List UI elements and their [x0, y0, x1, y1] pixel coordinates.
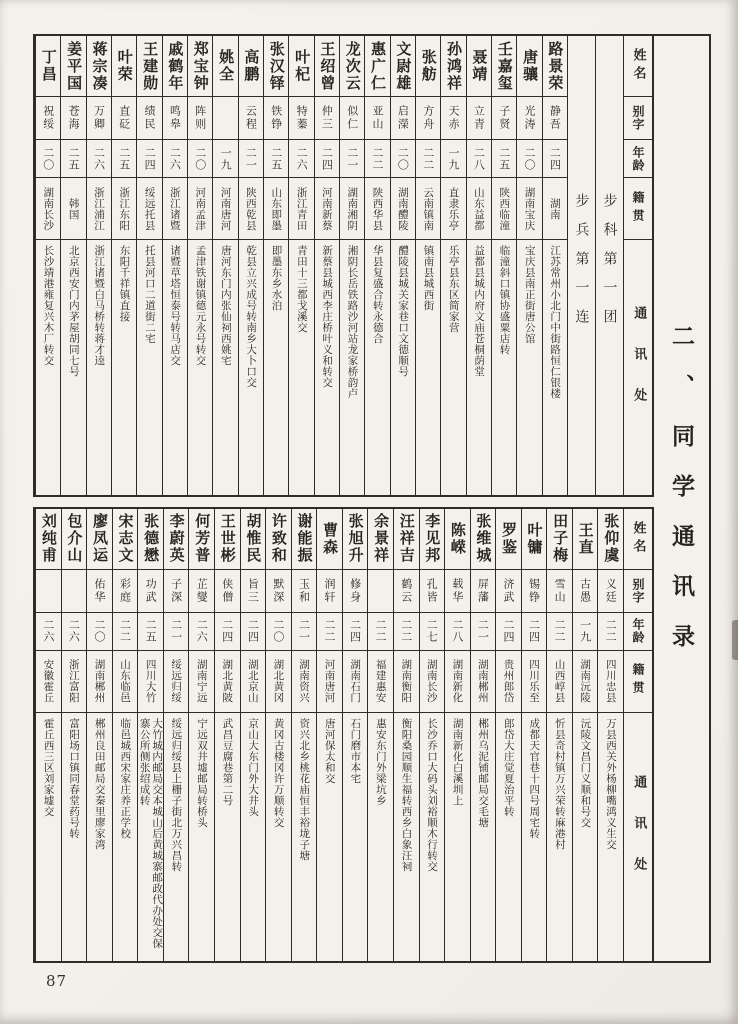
- person-name: 惠广仁: [369, 40, 388, 92]
- person-address: 郴州乌泥铺邮局交毛塘: [471, 712, 496, 961]
- person-courtesy-name: [213, 96, 237, 139]
- person-courtesy-name: 芷燮: [189, 569, 214, 612]
- person-name: 戚鹤年: [166, 40, 185, 92]
- header-native: 籍贯: [624, 177, 652, 239]
- person-column: [136, 36, 161, 495]
- person-native-place: 湖南: [543, 177, 567, 239]
- person-age: 二四: [315, 139, 339, 177]
- person-column: [163, 509, 189, 961]
- person-age: 二〇: [517, 139, 541, 177]
- person-age: 二二: [113, 612, 138, 650]
- person-native-place: 贵州郎岱: [496, 650, 521, 712]
- person-age: 二六: [189, 612, 214, 650]
- person-column: [546, 509, 572, 961]
- person-address: 衡阳桑园顺生福转西乡白象汪祠: [394, 712, 419, 961]
- person-age: 二二: [598, 612, 623, 650]
- person-native-place: 韩国: [61, 177, 85, 239]
- person-native-place: 四川乐至: [522, 650, 547, 712]
- person-native-place: 山西崞县: [547, 650, 572, 712]
- person-name: 壬嘉玺: [495, 40, 514, 92]
- person-age: 二〇: [188, 139, 212, 177]
- person-address: 石门磨市本宅: [343, 712, 368, 961]
- person-courtesy-name: 静吾: [543, 96, 567, 139]
- person-native-place: 湖南衡阳: [394, 650, 419, 712]
- person-address: 沅陵文昌门义顺和号交: [573, 712, 598, 961]
- person-age: 二八: [467, 139, 491, 177]
- person-courtesy-name: 润轩: [317, 569, 342, 612]
- person-name: 曹森: [321, 521, 340, 556]
- person-column: [111, 36, 136, 495]
- person-native-place: 陕西临潼: [492, 177, 516, 239]
- person-column: [162, 36, 187, 495]
- person-column: [415, 36, 440, 495]
- person-name: 许致和: [269, 513, 288, 565]
- person-column: [364, 36, 389, 495]
- person-address: 唐河保太和交: [317, 712, 342, 961]
- unit-label-company: 步兵第一连: [567, 36, 595, 495]
- person-courtesy-name: 直砭: [112, 96, 136, 139]
- person-address: 益都县城内府文庙苍桐荫堂: [467, 239, 491, 495]
- person-native-place: 浙江富阳: [62, 650, 87, 712]
- person-address: 万县西关外杨柳嘴鸿义生交: [598, 712, 623, 961]
- person-name: 汪祥吉: [397, 513, 416, 565]
- person-courtesy-name: 默深: [266, 569, 291, 612]
- person-courtesy-name: 启濚: [391, 96, 415, 139]
- person-native-place: 湖南长沙: [36, 177, 60, 239]
- person-age: 二六: [62, 612, 87, 650]
- person-age: 二四: [137, 139, 161, 177]
- person-name: 张旭升: [346, 513, 365, 565]
- person-age: 二四: [343, 612, 368, 650]
- person-native-place: 湖南宁远: [189, 650, 214, 712]
- header-address: 通讯处: [624, 712, 652, 961]
- person-address: 长沙靖港雍复兴木厂转交: [36, 239, 60, 495]
- person-column: [495, 509, 521, 961]
- person-courtesy-name: 铁铮: [264, 96, 288, 139]
- person-name: 姜平国: [65, 40, 84, 92]
- person-address: 湖南新化白溪圳上: [445, 712, 470, 961]
- header-courtesy: 别字: [624, 96, 652, 139]
- person-name: 龙次云: [343, 40, 362, 92]
- person-name: 胡惟民: [244, 513, 263, 565]
- person-age: 二二: [365, 139, 389, 177]
- person-courtesy-name: 侠僧: [215, 569, 240, 612]
- person-native-place: 湖南湘阴: [340, 177, 364, 239]
- person-column: [35, 509, 61, 961]
- person-column: [86, 509, 112, 961]
- person-native-place: 直隶乐亭: [441, 177, 465, 239]
- person-name: 谢能振: [295, 513, 314, 565]
- person-age: 二〇: [36, 139, 60, 177]
- person-age: 二六: [289, 139, 313, 177]
- person-age: 二五: [264, 139, 288, 177]
- person-native-place: 河南唐河: [317, 650, 342, 712]
- person-name: 罗鉴: [499, 521, 518, 556]
- person-courtesy-name: 子深: [164, 569, 189, 612]
- section-title: 二、同学通讯录: [654, 34, 711, 963]
- person-native-place: 河南唐河: [213, 177, 237, 239]
- person-column: [35, 36, 60, 495]
- person-address: 霍丘西三区刘家墟交: [36, 712, 61, 961]
- person-age: 二一: [340, 139, 364, 177]
- person-name: 张舫: [419, 49, 438, 83]
- person-address: 绥远归绥县上栅子街北万兴昌转: [164, 712, 189, 961]
- person-column: [342, 509, 368, 961]
- person-column: [240, 509, 266, 961]
- person-courtesy-name: 佑华: [87, 569, 112, 612]
- person-native-place: 湖南资兴: [292, 650, 317, 712]
- header-name: 姓名: [630, 48, 646, 84]
- person-name: 王绍曾: [318, 40, 337, 92]
- person-age: 二四: [543, 139, 567, 177]
- person-address: 镇南县城西街: [416, 239, 440, 495]
- person-name: 廖凤运: [90, 513, 109, 565]
- person-native-place: 河南新蔡: [315, 177, 339, 239]
- person-name: 唐骧: [521, 49, 540, 83]
- person-name: 包介山: [65, 513, 84, 565]
- person-courtesy-name: 立青: [467, 96, 491, 139]
- person-age: 二二: [394, 612, 419, 650]
- person-name: 高鹏: [242, 49, 261, 83]
- person-address: 醴陵县城关家巷口文德顺号: [391, 239, 415, 495]
- person-native-place: 湖南宝庆: [517, 177, 541, 239]
- person-name: 叶荣: [115, 49, 134, 83]
- person-column: [440, 36, 465, 495]
- bottom-table: [33, 507, 654, 963]
- person-courtesy-name: 万卿: [87, 96, 111, 139]
- person-name: 叶镛: [525, 521, 544, 556]
- person-age: 二二: [317, 612, 342, 650]
- person-courtesy-name: 彩庭: [113, 569, 138, 612]
- person-address: 宝庆县南正街唐公馆: [517, 239, 541, 495]
- person-age: 二五: [112, 139, 136, 177]
- person-column: [238, 36, 263, 495]
- header-age: 年龄: [624, 612, 652, 650]
- person-address: 郴州良田邮局交秦里廖家湾: [87, 712, 112, 961]
- person-column: [288, 36, 313, 495]
- person-column: [339, 36, 364, 495]
- person-name: 文尉雄: [394, 40, 413, 92]
- person-address: 浙江诸暨白马桥转蒋才逵: [87, 239, 111, 495]
- person-name: 田子梅: [551, 513, 570, 565]
- person-column: [265, 509, 291, 961]
- person-address: 乾县立兴成号转南乡大卜口交: [239, 239, 263, 495]
- person-column: [316, 509, 342, 961]
- person-address: 新蔡县城西李庄桥叶义和转交: [315, 239, 339, 495]
- person-native-place: 湖南新化: [445, 650, 470, 712]
- person-name: 王建勋: [141, 40, 160, 92]
- person-native-place: 陕西乾县: [239, 177, 263, 239]
- person-courtesy-name: 孔皆: [420, 569, 445, 612]
- person-address: 乐亭县东区简家营: [441, 239, 465, 495]
- page-number: 87: [46, 972, 68, 990]
- person-column: [263, 36, 288, 495]
- person-age: 二七: [420, 612, 445, 650]
- person-column: [419, 509, 445, 961]
- person-courtesy-name: 特蓁: [289, 96, 313, 139]
- person-column: [187, 36, 212, 495]
- header-age: 年龄: [624, 139, 652, 177]
- person-age: 二六: [163, 139, 187, 177]
- person-address: 孟津铁谢镇德元永号转交: [188, 239, 212, 495]
- person-age: 二六: [36, 612, 61, 650]
- person-age: 一九: [441, 139, 465, 177]
- person-address: 临邑城西宋家庄养正学校: [113, 712, 138, 961]
- table-gap: [33, 497, 654, 507]
- person-column: [470, 509, 496, 961]
- person-age: 二二: [416, 139, 440, 177]
- person-name: 王直: [576, 521, 595, 556]
- person-native-place: 湖南长沙: [420, 650, 445, 712]
- person-courtesy-name: 屏藩: [471, 569, 496, 612]
- person-name: 张汉铎: [267, 40, 286, 92]
- person-name: 李蔚英: [167, 513, 186, 565]
- person-name: 叶杞: [293, 49, 312, 83]
- top-table: [33, 34, 654, 497]
- person-name: 王世彬: [218, 513, 237, 565]
- person-age: 二一: [292, 612, 317, 650]
- person-address: 华县复盛合转永德合: [365, 239, 389, 495]
- person-native-place: 湖南石门: [343, 650, 368, 712]
- person-address: 托县河口二道街二宅: [137, 239, 161, 495]
- person-address: 大竹城内邮局交本城山后黄城寨邮政代办处交保寨公所侧张绍成转: [138, 712, 163, 961]
- person-address: 忻县奇村镇万兴荣转麻港村: [547, 712, 572, 961]
- person-name: 陈嵘: [448, 521, 467, 556]
- person-name: 宋志文: [116, 513, 135, 565]
- bottom-table-people: [35, 509, 623, 961]
- person-name: 张维城: [474, 513, 493, 565]
- person-name: 何芳普: [193, 513, 212, 565]
- person-name: 余景祥: [372, 513, 391, 565]
- person-age: 二五: [138, 612, 163, 650]
- person-native-place: 浙江诸暨: [163, 177, 187, 239]
- person-courtesy-name: 天赤: [441, 96, 465, 139]
- person-column: [444, 509, 470, 961]
- person-courtesy-name: 方舟: [416, 96, 440, 139]
- person-native-place: 安徽霍丘: [36, 650, 61, 712]
- person-courtesy-name: 锡铮: [522, 569, 547, 612]
- person-column: [291, 509, 317, 961]
- person-courtesy-name: 古愚: [573, 569, 598, 612]
- person-address: 黄冈古楼冈许万顺转交: [266, 712, 291, 961]
- person-column: [212, 36, 237, 495]
- person-age: 二一: [164, 612, 189, 650]
- person-column: [466, 36, 491, 495]
- person-column: [137, 509, 163, 961]
- person-column: [314, 36, 339, 495]
- person-address: 资兴北乡桃花庙恒丰裕垅子塘: [292, 712, 317, 961]
- person-native-place: 山东益都: [467, 177, 491, 239]
- person-age: 二五: [61, 139, 85, 177]
- person-column: [61, 509, 87, 961]
- person-address: 京山大东门外大井头: [241, 712, 266, 961]
- person-name: 蒋宗凑: [90, 40, 109, 92]
- person-native-place: 四川大竹: [138, 650, 163, 712]
- person-native-place: 湖北黄冈: [266, 650, 291, 712]
- person-address: 郎岱大庄觉夏治平转: [496, 712, 521, 961]
- person-age: 二〇: [266, 612, 291, 650]
- person-age: 二五: [492, 139, 516, 177]
- person-column: [86, 36, 111, 495]
- person-courtesy-name: [368, 569, 393, 612]
- person-address: 富阳场口镇同春堂药号转: [62, 712, 87, 961]
- tables-stack: [33, 34, 654, 963]
- person-courtesy-name: 苍海: [61, 96, 85, 139]
- person-address: 成都天官巷十四号周宅转: [522, 712, 547, 961]
- person-courtesy-name: 祝绥: [36, 96, 60, 139]
- person-native-place: 湖北黄陂: [215, 650, 240, 712]
- person-address: 临潼斜口镇协盛粟店转: [492, 239, 516, 495]
- person-age: 一九: [573, 612, 598, 650]
- person-address: 即墨东乡水泊: [264, 239, 288, 495]
- person-age: 二〇: [391, 139, 415, 177]
- person-column: [572, 509, 598, 961]
- person-column: [214, 509, 240, 961]
- bottom-table-header-column: [623, 509, 652, 961]
- person-courtesy-name: 鹤云: [394, 569, 419, 612]
- header-native: 籍贯: [624, 650, 652, 712]
- person-column: [542, 36, 567, 495]
- person-native-place: 山东临邑: [113, 650, 138, 712]
- person-native-place: 四川忠县: [598, 650, 623, 712]
- person-address: 宁远双井墟邮局转桥头: [189, 712, 214, 961]
- person-address: 北京西安门内茅屋胡同七号: [61, 239, 85, 495]
- person-courtesy-name: 鸣皋: [163, 96, 187, 139]
- person-courtesy-name: 载华: [445, 569, 470, 612]
- person-column: [112, 509, 138, 961]
- top-table-people: [35, 36, 567, 495]
- person-courtesy-name: 子贤: [492, 96, 516, 139]
- person-courtesy-name: 功武: [138, 569, 163, 612]
- person-age: 二八: [445, 612, 470, 650]
- person-courtesy-name: [36, 569, 61, 612]
- person-courtesy-name: 义廷: [598, 569, 623, 612]
- person-name: 聂靖: [470, 49, 489, 83]
- person-column: [60, 36, 85, 495]
- person-courtesy-name: 光涛: [517, 96, 541, 139]
- person-courtesy-name: 修身: [343, 569, 368, 612]
- person-age: 二一: [471, 612, 496, 650]
- person-age: 二〇: [87, 612, 112, 650]
- person-native-place: 湖北京山: [241, 650, 266, 712]
- person-age: 二一: [239, 139, 263, 177]
- person-native-place: 河南孟津: [188, 177, 212, 239]
- person-courtesy-name: [62, 569, 87, 612]
- header-name: 姓名: [630, 520, 646, 557]
- person-courtesy-name: 济武: [496, 569, 521, 612]
- person-name: 路景荣: [546, 40, 565, 92]
- person-native-place: 湖南沅陵: [573, 650, 598, 712]
- person-name: 丁昌: [39, 49, 58, 83]
- person-age: 二二: [368, 612, 393, 650]
- person-column: [597, 509, 623, 961]
- person-name: 张德懋: [142, 513, 161, 565]
- person-address: 江苏常州小北门中街路恒仁银楼: [543, 239, 567, 495]
- person-address: 长沙乔口大码头刘裕顺木行转交: [420, 712, 445, 961]
- person-name: 孙鸿祥: [445, 40, 464, 92]
- person-age: 二四: [496, 612, 521, 650]
- person-name: 郑宝钟: [191, 40, 210, 92]
- person-name: 李见邦: [423, 513, 442, 565]
- person-address: 湘阴长岳铁路沙河站龙家桥韵卢: [340, 239, 364, 495]
- person-age: 一九: [213, 139, 237, 177]
- person-courtesy-name: 似仁: [340, 96, 364, 139]
- person-native-place: 浙江浦江: [87, 177, 111, 239]
- person-address: 惠安东门外梁坑乡: [368, 712, 393, 961]
- person-column: [516, 36, 541, 495]
- person-address: 东阳千祥镇直接: [112, 239, 136, 495]
- person-address: 武昌豆腐巷第二号: [215, 712, 240, 961]
- person-native-place: 湖南郴州: [87, 650, 112, 712]
- person-courtesy-name: 亚山: [365, 96, 389, 139]
- person-courtesy-name: 旨三: [241, 569, 266, 612]
- person-column: [491, 36, 516, 495]
- person-native-place: 湖南郴州: [471, 650, 496, 712]
- unit-label-regiment: 步科第一团: [595, 36, 623, 495]
- top-table-header-column: [623, 36, 652, 495]
- person-name: 姚全: [217, 49, 236, 83]
- person-native-place: 云南镇南: [416, 177, 440, 239]
- person-native-place: 福建惠安: [368, 650, 393, 712]
- person-column: [521, 509, 547, 961]
- person-courtesy-name: 云程: [239, 96, 263, 139]
- person-address: 唐河东门内张仙祠西姚宅: [213, 239, 237, 495]
- page-content: [33, 34, 711, 963]
- person-age: 二二: [547, 612, 572, 650]
- person-address: 青田十三都戈溪交: [289, 239, 313, 495]
- person-native-place: 湖南醴陵: [391, 177, 415, 239]
- person-courtesy-name: 玉和: [292, 569, 317, 612]
- person-column: [390, 36, 415, 495]
- person-native-place: 绥远归绥: [164, 650, 189, 712]
- person-address: 诸暨草塔恒泰号转马店交: [163, 239, 187, 495]
- person-native-place: 浙江东阳: [112, 177, 136, 239]
- person-name: 张仰虞: [602, 513, 621, 565]
- person-native-place: 浙江青田: [289, 177, 313, 239]
- person-column: [367, 509, 393, 961]
- person-age: 二六: [87, 139, 111, 177]
- person-courtesy-name: 雪山: [547, 569, 572, 612]
- person-native-place: 山东即墨: [264, 177, 288, 239]
- header-courtesy: 别字: [624, 569, 652, 612]
- person-courtesy-name: 绩民: [137, 96, 161, 139]
- person-column: [393, 509, 419, 961]
- scan-edge-smudge: [732, 620, 738, 660]
- person-courtesy-name: 阵则: [188, 96, 212, 139]
- person-native-place: 绥远托县: [137, 177, 161, 239]
- person-native-place: 陕西华县: [365, 177, 389, 239]
- person-name: 刘纯甫: [39, 513, 58, 565]
- person-age: 二四: [241, 612, 266, 650]
- person-age: 二四: [522, 612, 547, 650]
- person-age: 二四: [215, 612, 240, 650]
- person-courtesy-name: 仲三: [315, 96, 339, 139]
- header-address: 通讯处: [624, 239, 652, 495]
- person-column: [188, 509, 214, 961]
